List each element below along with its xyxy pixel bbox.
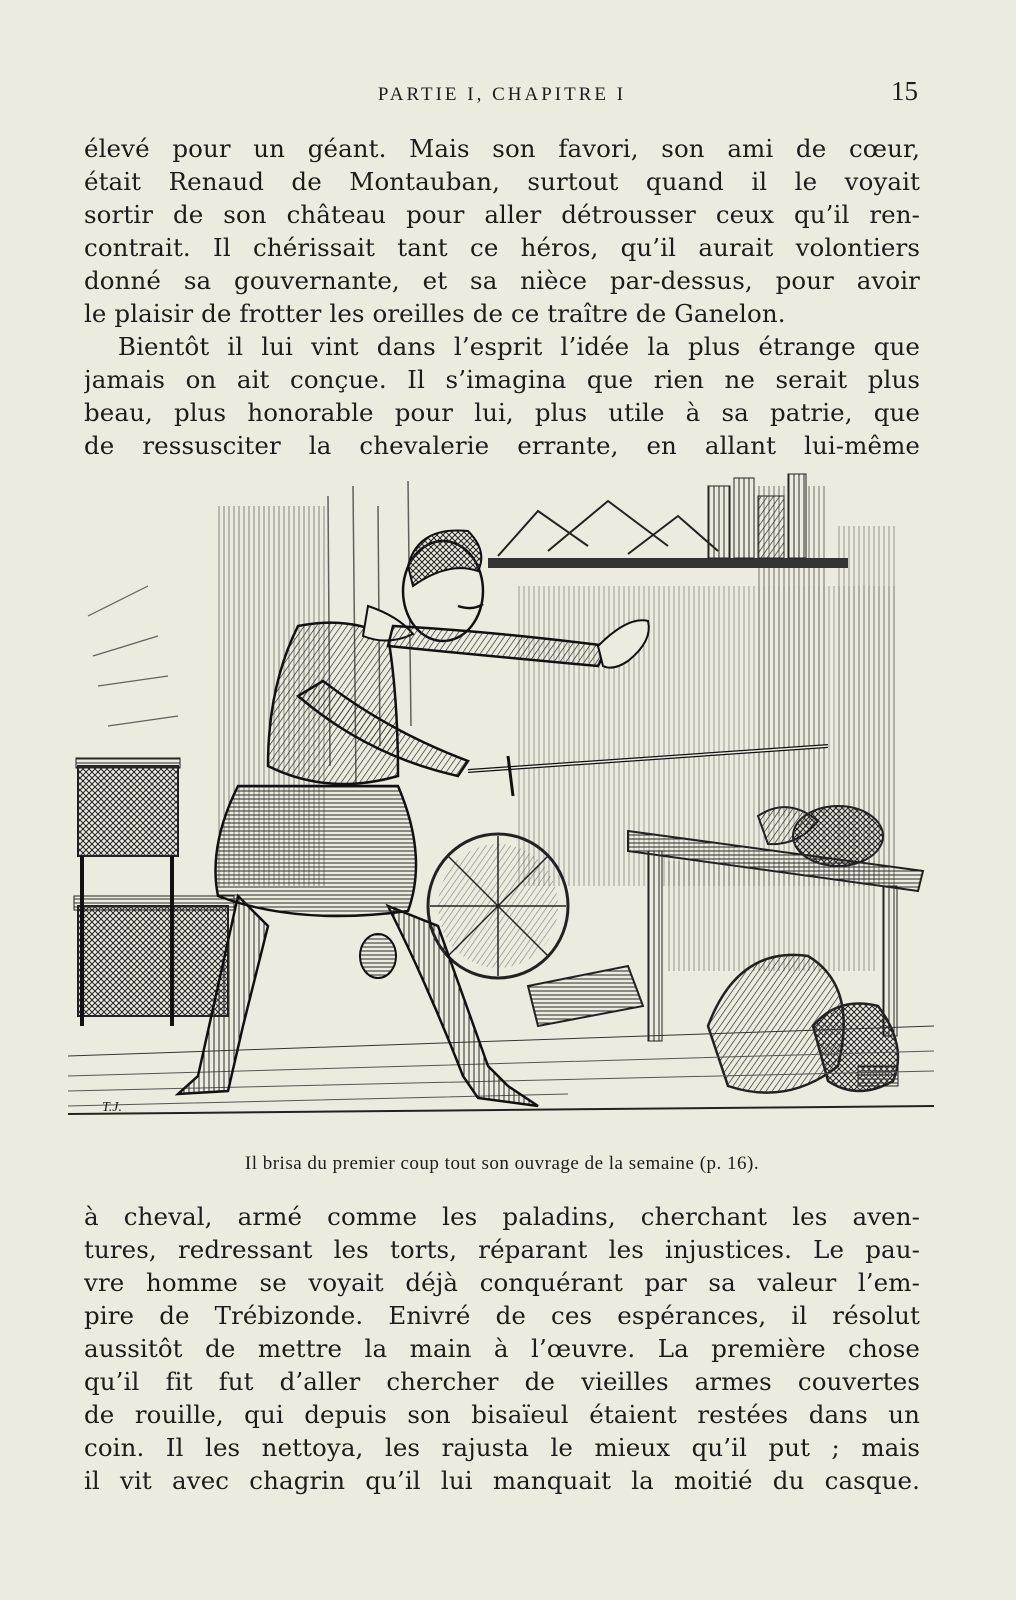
engraving-illustration [68, 466, 934, 1138]
text-line: de ressusciter la chevalerie errante, en allant lui-même [84, 431, 920, 460]
text-line: à cheval, armé comme les paladins, cherchant les aven- [84, 1202, 920, 1231]
page-number: 15 [891, 76, 918, 106]
text-line: jamais on ait conçue. Il s’imagina que rien ne serait plus [84, 365, 920, 394]
text-line: il vit avec chagrin qu’il lui manquait la moitié du casque. [84, 1466, 920, 1495]
text-line: Bientôt il lui vint dans l’esprit l’idée la plus étrange que [118, 332, 920, 361]
text-line: de rouille, qui depuis son bisaïeul étaient restées dans un [84, 1400, 920, 1429]
text-line: élevé pour un géant. Mais son favori, son ami de cœur, [84, 134, 920, 163]
running-head [84, 76, 920, 110]
text-line: le plaisir de frotter les oreilles de ce traître de Ganelon. [84, 299, 786, 328]
text-line: contrait. Il chérissait tant ce héros, qu’il aurait volontiers [84, 233, 920, 262]
paragraph-bottom [84, 1200, 920, 1497]
text-line: aussitôt de mettre la main à l’œuvre. La première chose [84, 1334, 920, 1363]
text-line: était Renaud de Montauban, surtout quand il le voyait [84, 167, 920, 196]
text-line: beau, plus honorable pour lui, plus utile à sa patrie, que [84, 398, 920, 427]
bookshelf [488, 474, 848, 568]
running-title: PARTIE I, CHAPITRE I [377, 84, 627, 105]
text-line: sortir de son château pour aller détrousser ceux qu’il ren- [84, 200, 920, 229]
text-line: coin. Il les nettoya, les rajusta le mieux qu’il put ; mais [84, 1433, 920, 1462]
paragraph-top [84, 132, 920, 462]
text-line: qu’il fit fut d’aller chercher de vieilles armes couvertes [84, 1367, 920, 1396]
text-line: donné sa gouvernante, et sa nièce par-dessus, pour avoir [84, 266, 920, 295]
illustration-signature: T.J. [102, 1100, 122, 1115]
wooden-chair [74, 758, 234, 1026]
broken-plank [528, 966, 643, 1026]
text-line: tures, redressant les torts, réparant les injustices. Le pau- [84, 1235, 920, 1264]
illustration-caption: Il brisa du premier coup tout son ouvrage de la semaine (p. 16). [244, 1153, 760, 1174]
text-line: pire de Trébizonde. Enivré de ces espérances, il résolut [84, 1301, 920, 1330]
text-line: vre homme se voyait déjà conquérant par sa valeur l’em- [84, 1268, 920, 1297]
